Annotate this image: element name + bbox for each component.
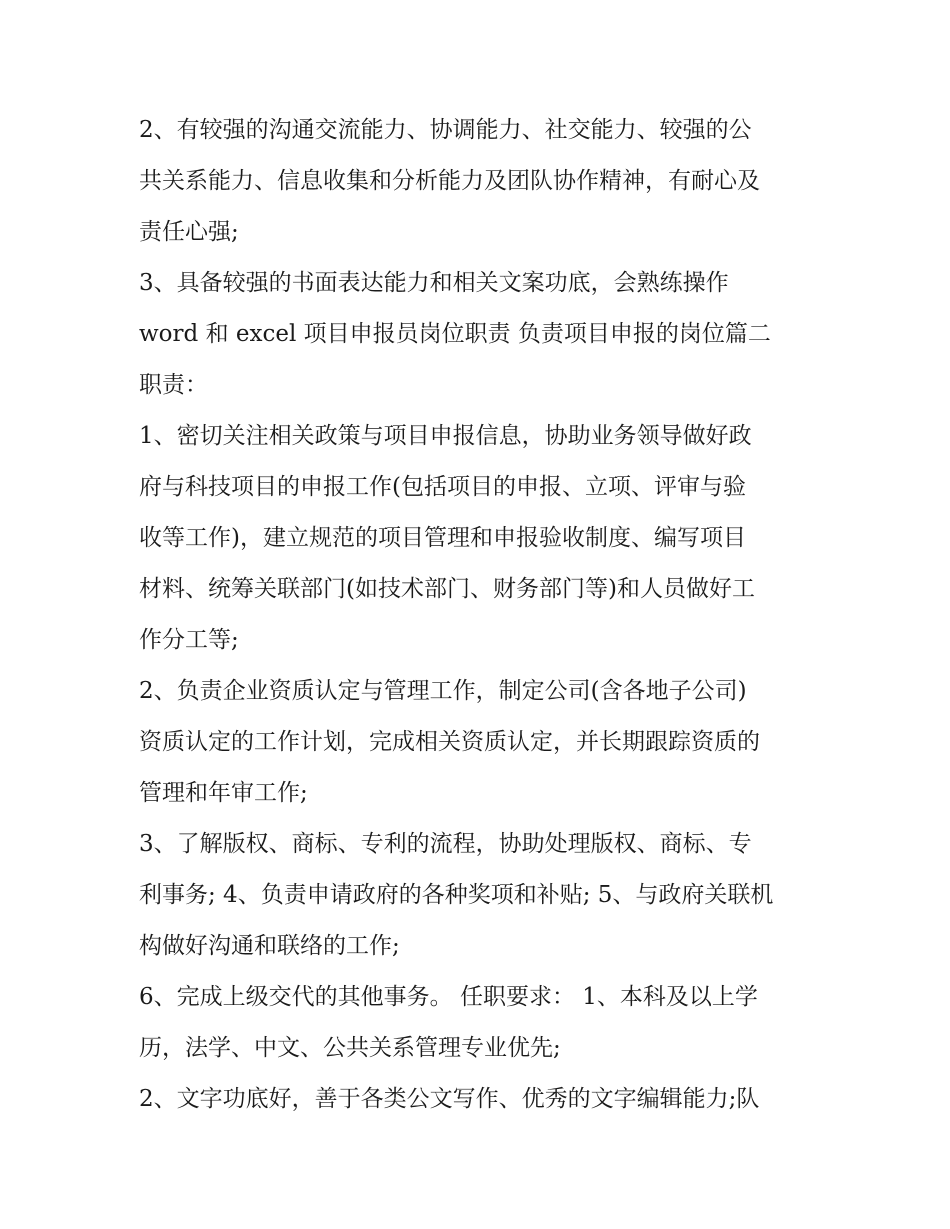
paragraph-2 [139,261,819,414]
paragraph-1 [139,108,819,261]
text-line: 管理和年审工作; [139,780,308,806]
paragraph-3 [139,414,819,669]
text-line: 6、完成上级交代的其他事务。 任职要求： 1、本科及以上学 [139,984,758,1010]
text-line: 收等工作)，建立规范的项目管理和申报验收制度、编写项目 [139,525,746,551]
text-line: 构做好沟通和联络的工作; [139,933,400,959]
paragraph-7 [139,1077,819,1128]
text-line: 利事务; 4、负责申请政府的各种奖项和补贴; 5、与政府关联机 [139,882,774,908]
paragraph-5 [139,822,819,975]
text-line: word 和 excel 项目申报员岗位职责 负责项目申报的岗位篇二 [139,321,771,347]
paragraph-6 [139,975,819,1077]
text-line: 3、了解版权、商标、专利的流程，协助处理版权、商标、专 [139,831,752,857]
text-line: 责任心强; [139,219,239,245]
text-line: 2、有较强的沟通交流能力、协调能力、社交能力、较强的公 [139,117,752,143]
document-body [139,108,819,1128]
text-line: 材料、统筹关联部门(如技术部门、财务部门等)和人员做好工 [139,576,755,602]
text-line: 府与科技项目的申报工作(包括项目的申报、立项、评审与验 [139,474,746,500]
text-line: 作分工等; [139,627,239,653]
paragraph-4 [139,669,819,822]
text-line: 3、具备较强的书面表达能力和相关文案功底，会熟练操作 [139,270,729,296]
text-line: 资质认定的工作计划，完成相关资质认定，并长期跟踪资质的 [139,729,760,755]
text-line: 历，法学、中文、公共关系管理专业优先; [139,1035,561,1061]
text-line: 职责： [139,372,208,398]
text-line: 共关系能力、信息收集和分析能力及团队协作精神，有耐心及 [139,168,760,194]
text-line: 2、负责企业资质认定与管理工作，制定公司(含各地子公司) [139,678,747,704]
text-line: 1、密切关注相关政策与项目申报信息，协助业务领导做好政 [139,423,752,449]
text-line: 2、文字功底好，善于各类公文写作、优秀的文字编辑能力;队 [139,1086,760,1112]
